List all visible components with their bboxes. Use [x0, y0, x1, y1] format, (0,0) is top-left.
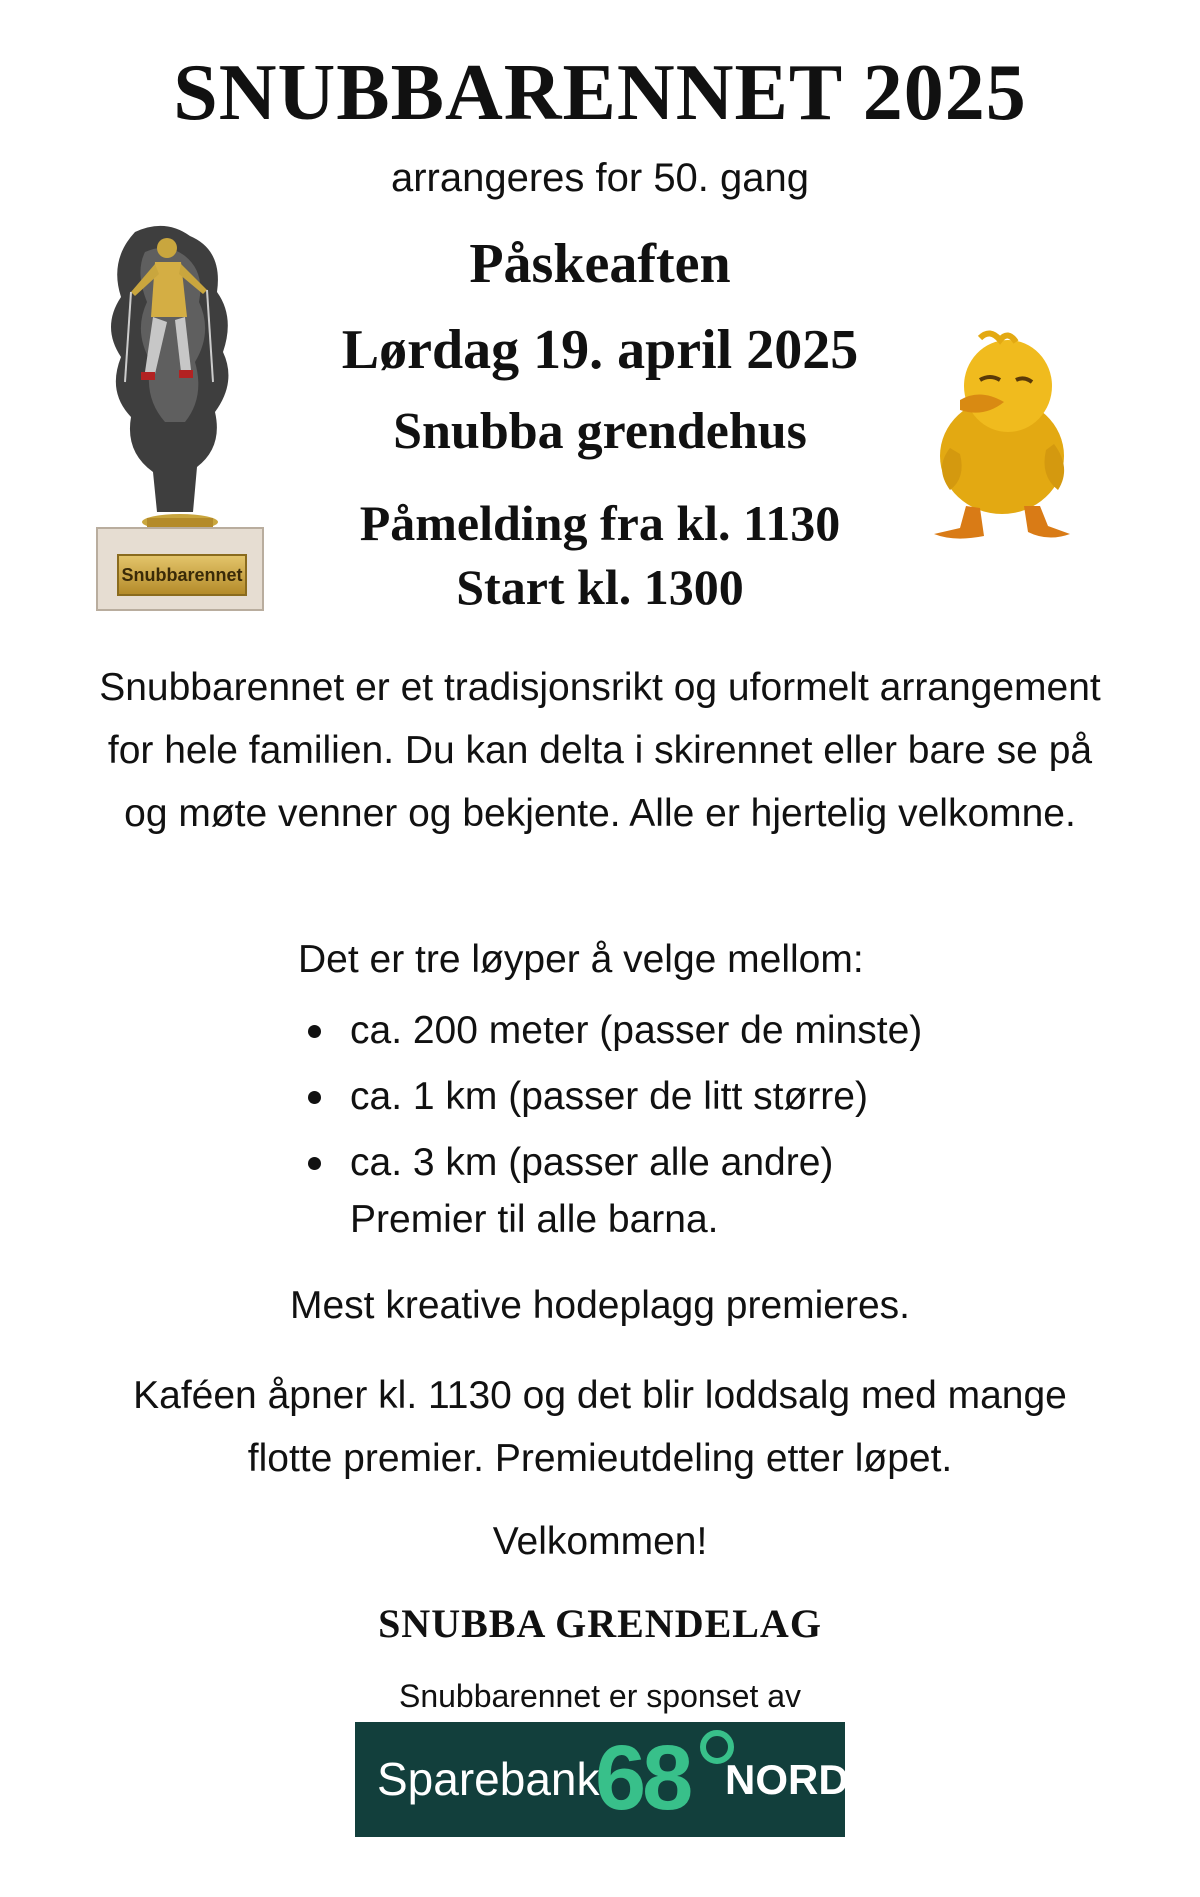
route-label: ca. 1 km (passer de litt større)	[350, 1075, 868, 1118]
sponsor-text: Snubbarennet er sponset av	[398, 1678, 802, 1714]
route-label: ca. 3 km (passer alle andre)	[350, 1141, 834, 1184]
trophy-image	[95, 222, 265, 612]
intro-paragraph: Snubbarennet er et tradisjonsrikt og uformelt arrangement for hele familien. Du kan delta i skirennet eller bare se på og møte venner og bekjente. Alle er hjertelig velkomne.	[99, 666, 1101, 835]
sponsor-logo-number: 68	[595, 1727, 690, 1829]
list-item	[300, 1130, 922, 1196]
event-venue: Snubba grendehus	[393, 403, 807, 460]
page-title: SNUBBARENNET 2025	[173, 49, 1027, 137]
trophy-plaque: Snubbarennet	[117, 554, 247, 596]
list-item	[300, 998, 922, 1064]
sponsor-logo-suffix: NORD	[725, 1756, 849, 1803]
prizes-note: Premier til alle barna.	[350, 1198, 719, 1241]
sponsor-logo	[355, 1722, 849, 1837]
event-day: Påskeaften	[469, 233, 731, 295]
sponsor-logo-word: Sparebank	[377, 1753, 600, 1805]
hats-note: Mest kreative hodeplagg premieres.	[290, 1284, 910, 1327]
bullet-icon	[308, 1091, 321, 1104]
routes-intro: Det er tre løyper å velge mellom:	[298, 938, 864, 981]
bullet-icon	[308, 1157, 321, 1170]
route-list	[300, 998, 922, 1196]
cafe-paragraph: Kaféen åpner kl. 1130 og det blir loddsalg med mange flotte premier. Premieutdeling etter løpet.	[133, 1374, 1067, 1480]
welcome-text: Velkommen!	[492, 1520, 708, 1563]
list-item	[300, 1064, 922, 1130]
organizer-name: SNUBBA GRENDELAG	[378, 1601, 822, 1646]
start-time: Start kl. 1300	[456, 559, 744, 615]
subtitle: arrangeres for 50. gang	[390, 156, 810, 200]
duckling-image	[920, 328, 1080, 544]
route-label: ca. 200 meter (passer de minste)	[350, 1009, 923, 1052]
registration-time: Påmelding fra kl. 1130	[359, 495, 841, 551]
event-date: Lørdag 19. april 2025	[341, 319, 859, 381]
bullet-icon	[308, 1025, 321, 1038]
